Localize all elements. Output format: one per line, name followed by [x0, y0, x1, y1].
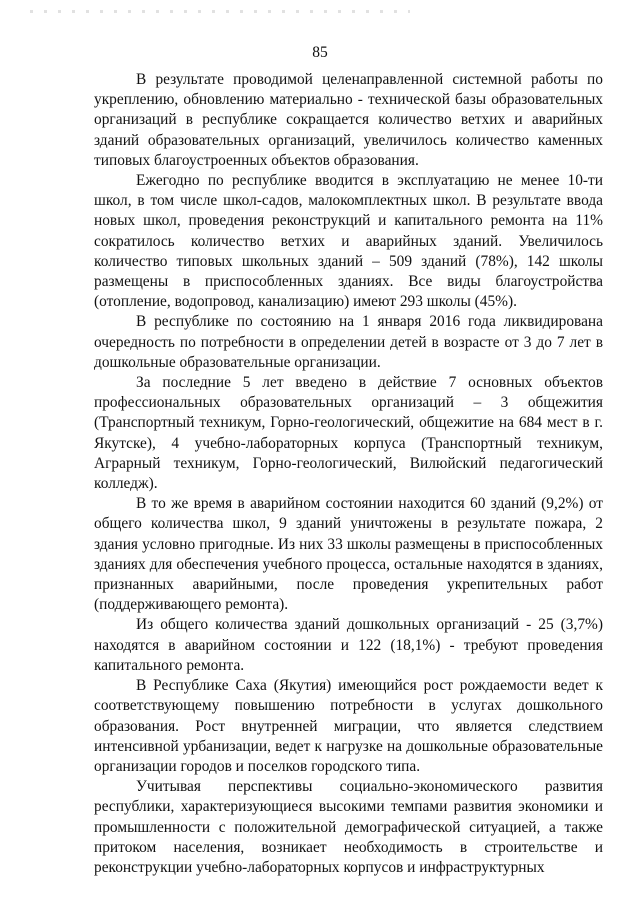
paragraph-8: Учитывая перспективы социально-экономического развития республики, характеризующиеся высокими темпами развития экономики и промышленности с положительной демографической ситуацией, а также притоком населения, возникает необходимость в строительстве и реконструкции учебно-лабораторных корпусов и инфраструктурных: [94, 778, 603, 876]
document-body: [94, 70, 603, 878]
paragraph-5: В то же время в аварийном состоянии находится 60 зданий (9,2%) от общего количества школ, 9 зданий уничтожены в результате пожара, 2 здания условно пригодные. Из них 33 школы размещены в приспособленных зданиях для обеспечения учебного процесса, остальные находятся в зданиях, признанных аварийными, после проведения укрепительных работ (поддерживающего ремонта).: [94, 495, 603, 614]
paragraph-6: Из общего количества зданий дошкольных организаций - 25 (3,7%) находятся в аварийном состоянии и 122 (18,1%) - требуют проведения капитального ремонта.: [94, 616, 603, 674]
paragraph-4: За последние 5 лет введено в действие 7 основных объектов профессиональных образовательных организаций – 3 общежития (Транспортный техникум, Горно-геологический, общежитие на 684 мест в г. Якутске), 4 учебно-лабораторных корпуса (Транспортный техникум, Аграрный техникум, Горно-геологический, Вилюйский педагогический колледж).: [94, 374, 603, 493]
paragraph-7: В Республике Саха (Якутия) имеющийся рост рождаемости ведет к соответствующему повышению потребности в услугах дошкольного образования. Рост внутренней миграции, что является следствием интенсивной урбанизации, ведет к нагрузке на дошкольные образовательные организации городов и поселков городского типа.: [94, 677, 603, 775]
scan-artifact-line: [30, 10, 410, 13]
page-number: 85: [312, 44, 328, 61]
paragraph-1: В результате проводимой целенаправленной системной работы по укреплению, обновлению материально - технической базы образовательных организаций в республике сокращается количество ветхих и аварийных зданий образовательных организаций, увеличилось количество каменных типовых благоустроенных объектов образования.: [94, 71, 603, 169]
paragraph-2: Ежегодно по республике вводится в эксплуатацию не менее 10-ти школ, в том числе школ-садов, малокомплектных школ. В результате ввода новых школ, проведения реконструкций и капитального ремонта на 11% сократилось количество ветхих и аварийных зданий. Увеличилось количество типовых школьных зданий – 509 зданий (78%), 142 школы размещены в приспособленных зданиях. Все виды благоустройства (отопление, водопровод, канализацию) имеют 293 школы (45%).: [94, 172, 603, 311]
paragraph-3: В республике по состоянию на 1 января 2016 года ликвидирована очередность по потребности в определении детей в возрасте от 3 до 7 лет в дошкольные образовательные организации.: [94, 313, 603, 371]
